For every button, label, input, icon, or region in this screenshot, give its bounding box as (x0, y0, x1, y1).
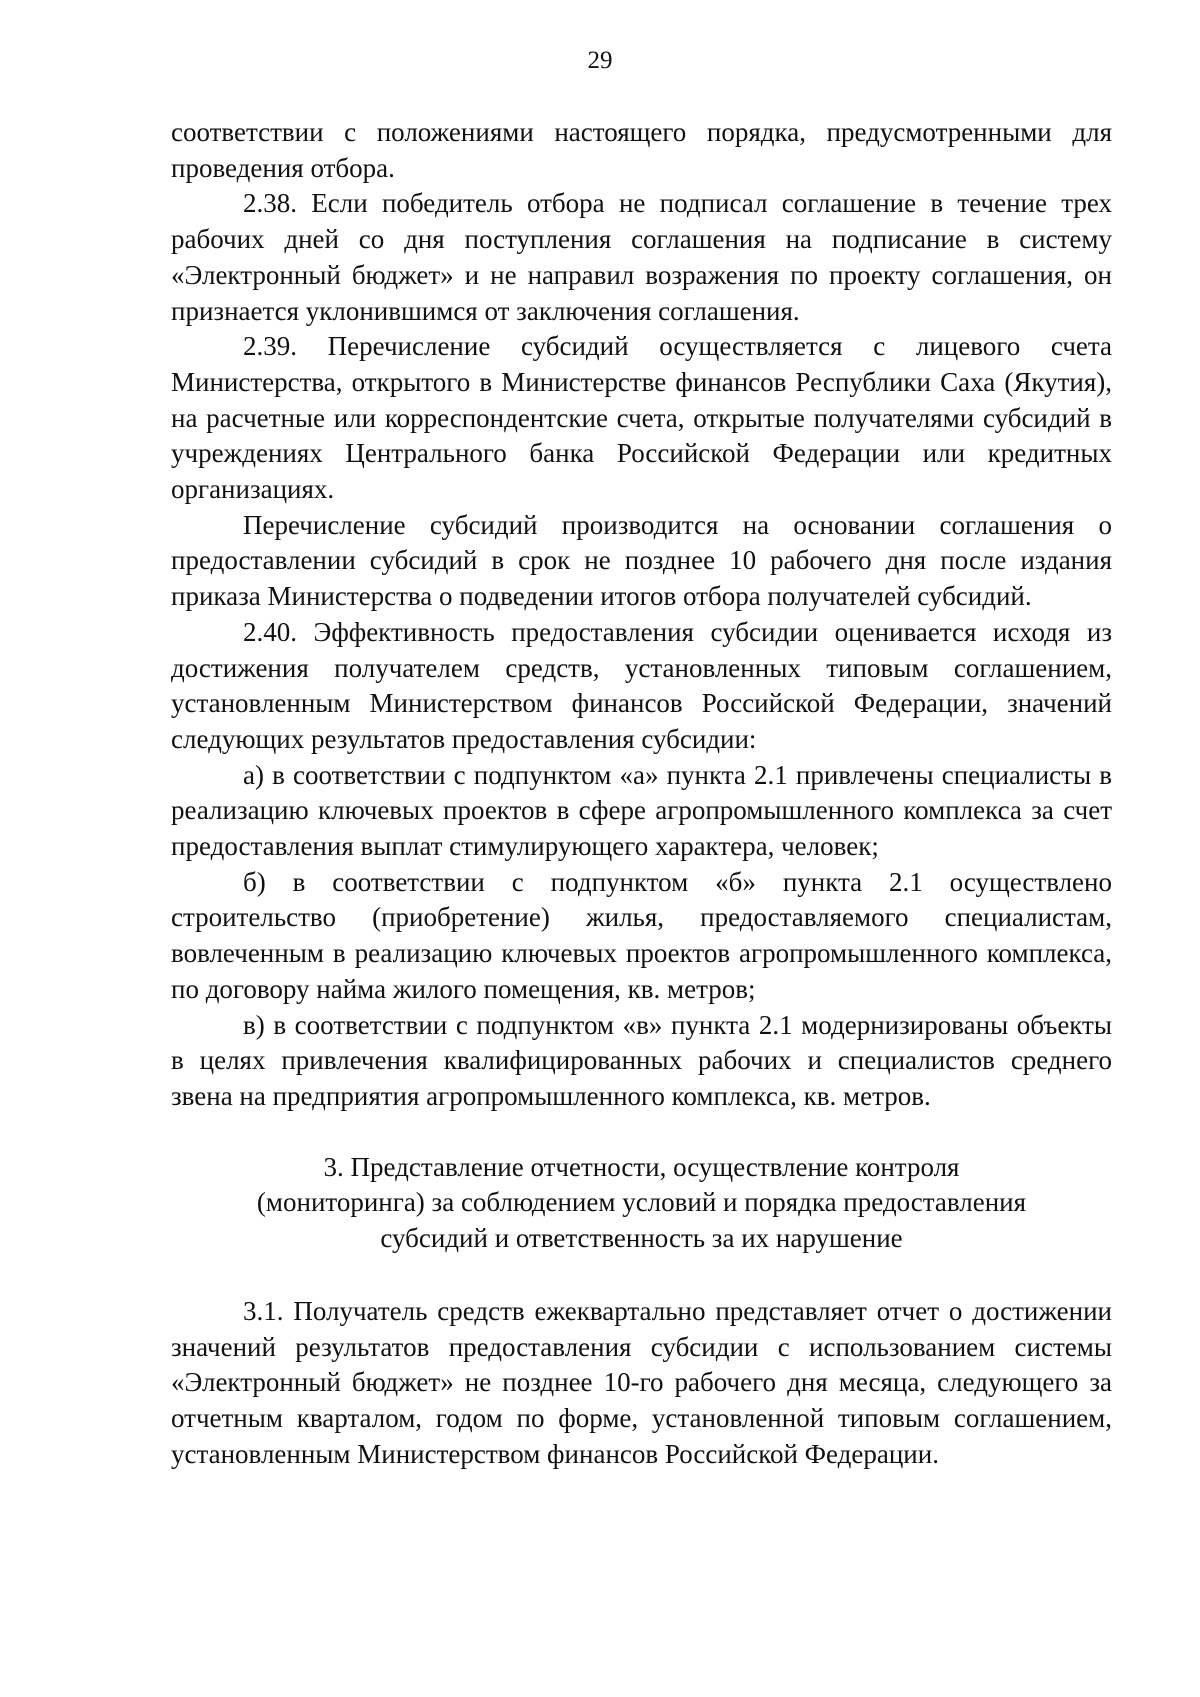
paragraph-2-39: 2.39. Перечисление субсидий осуществляется с лицевого счета Министерства, открытого в Министерстве финансов Республики Саха (Якутия), на расчетные или корреспондентские счета, открытые получателями субсидий в учреждениях Центрального банка Российской Федерации или кредитных организациях. (171, 331, 1112, 505)
list-item-v: в) в соответствии с подпунктом «в» пункта 2.1 модернизированы объекты в целях привлечения квалифицированных рабочих и специалистов среднего звена на предприятия агропромышленного комплекса, кв. метров. (171, 1009, 1112, 1111)
paragraph-subsidy-transfer: Перечисление субсидий производится на основании соглашения о предоставлении субсидий в срок не позднее 10 рабочего дня после издания приказа Министерства о подведении итогов отбора получателей субсидий. (171, 509, 1112, 612)
paragraph-3-1: 3.1. Получатель средств ежеквартально представляет отчет о достижении значений результатов предоставления субсидии с использованием системы «Электронный бюджет» не позднее 10-го рабочего дня месяца, следующего за отчетным кварталом, годом по форме, установленной типовым соглашением, установленным Министерством финансов Российской Федерации. (171, 1295, 1112, 1469)
section-heading-line: 3. Представление отчетности, осуществление контроля (323, 1151, 960, 1182)
section-heading (171, 1150, 1112, 1257)
page-number: 29 (587, 47, 613, 74)
section-heading-line: субсидий и ответственность за их нарушение (380, 1223, 903, 1254)
paragraph-2-40: 2.40. Эффективность предоставления субсидии оценивается исходя из достижения получателем средств, установленных типовым соглашением, установленным Министерством финансов Российской Федерации, значений следующих результатов предоставления субсидии: (171, 616, 1112, 754)
section-heading-line: (мониторинга) за соблюдением условий и порядка предоставления (256, 1187, 1027, 1218)
list-item-a: а) в соответствии с подпунктом «а» пункта 2.1 привлечены специалисты в реализацию ключевых проектов в сфере агропромышленного комплекса за счет предоставления выплат стимулирующего характера, человек; (171, 759, 1112, 862)
document-body (171, 115, 1112, 1472)
list-item-b: б) в соответствии с подпунктом «б» пункта 2.1 осуществлено строительство (приобретение) жилья, предоставляемого специалистам, вовлеченным в реализацию ключевых проектов агропромышленного комплекса, по договору найма жилого помещения, кв. метров; (171, 866, 1112, 1004)
paragraph-continuation: соответствии с положениями настоящего порядка, предусмотренными для проведения отбора. (171, 117, 1112, 183)
paragraph-2-38: 2.38. Если победитель отбора не подписал соглашение в течение трех рабочих дней со дня поступления соглашения на подписание в систему «Электронный бюджет» и не направил возражения по проекту соглашения, он признается уклонившимся от заключения соглашения. (171, 188, 1112, 326)
